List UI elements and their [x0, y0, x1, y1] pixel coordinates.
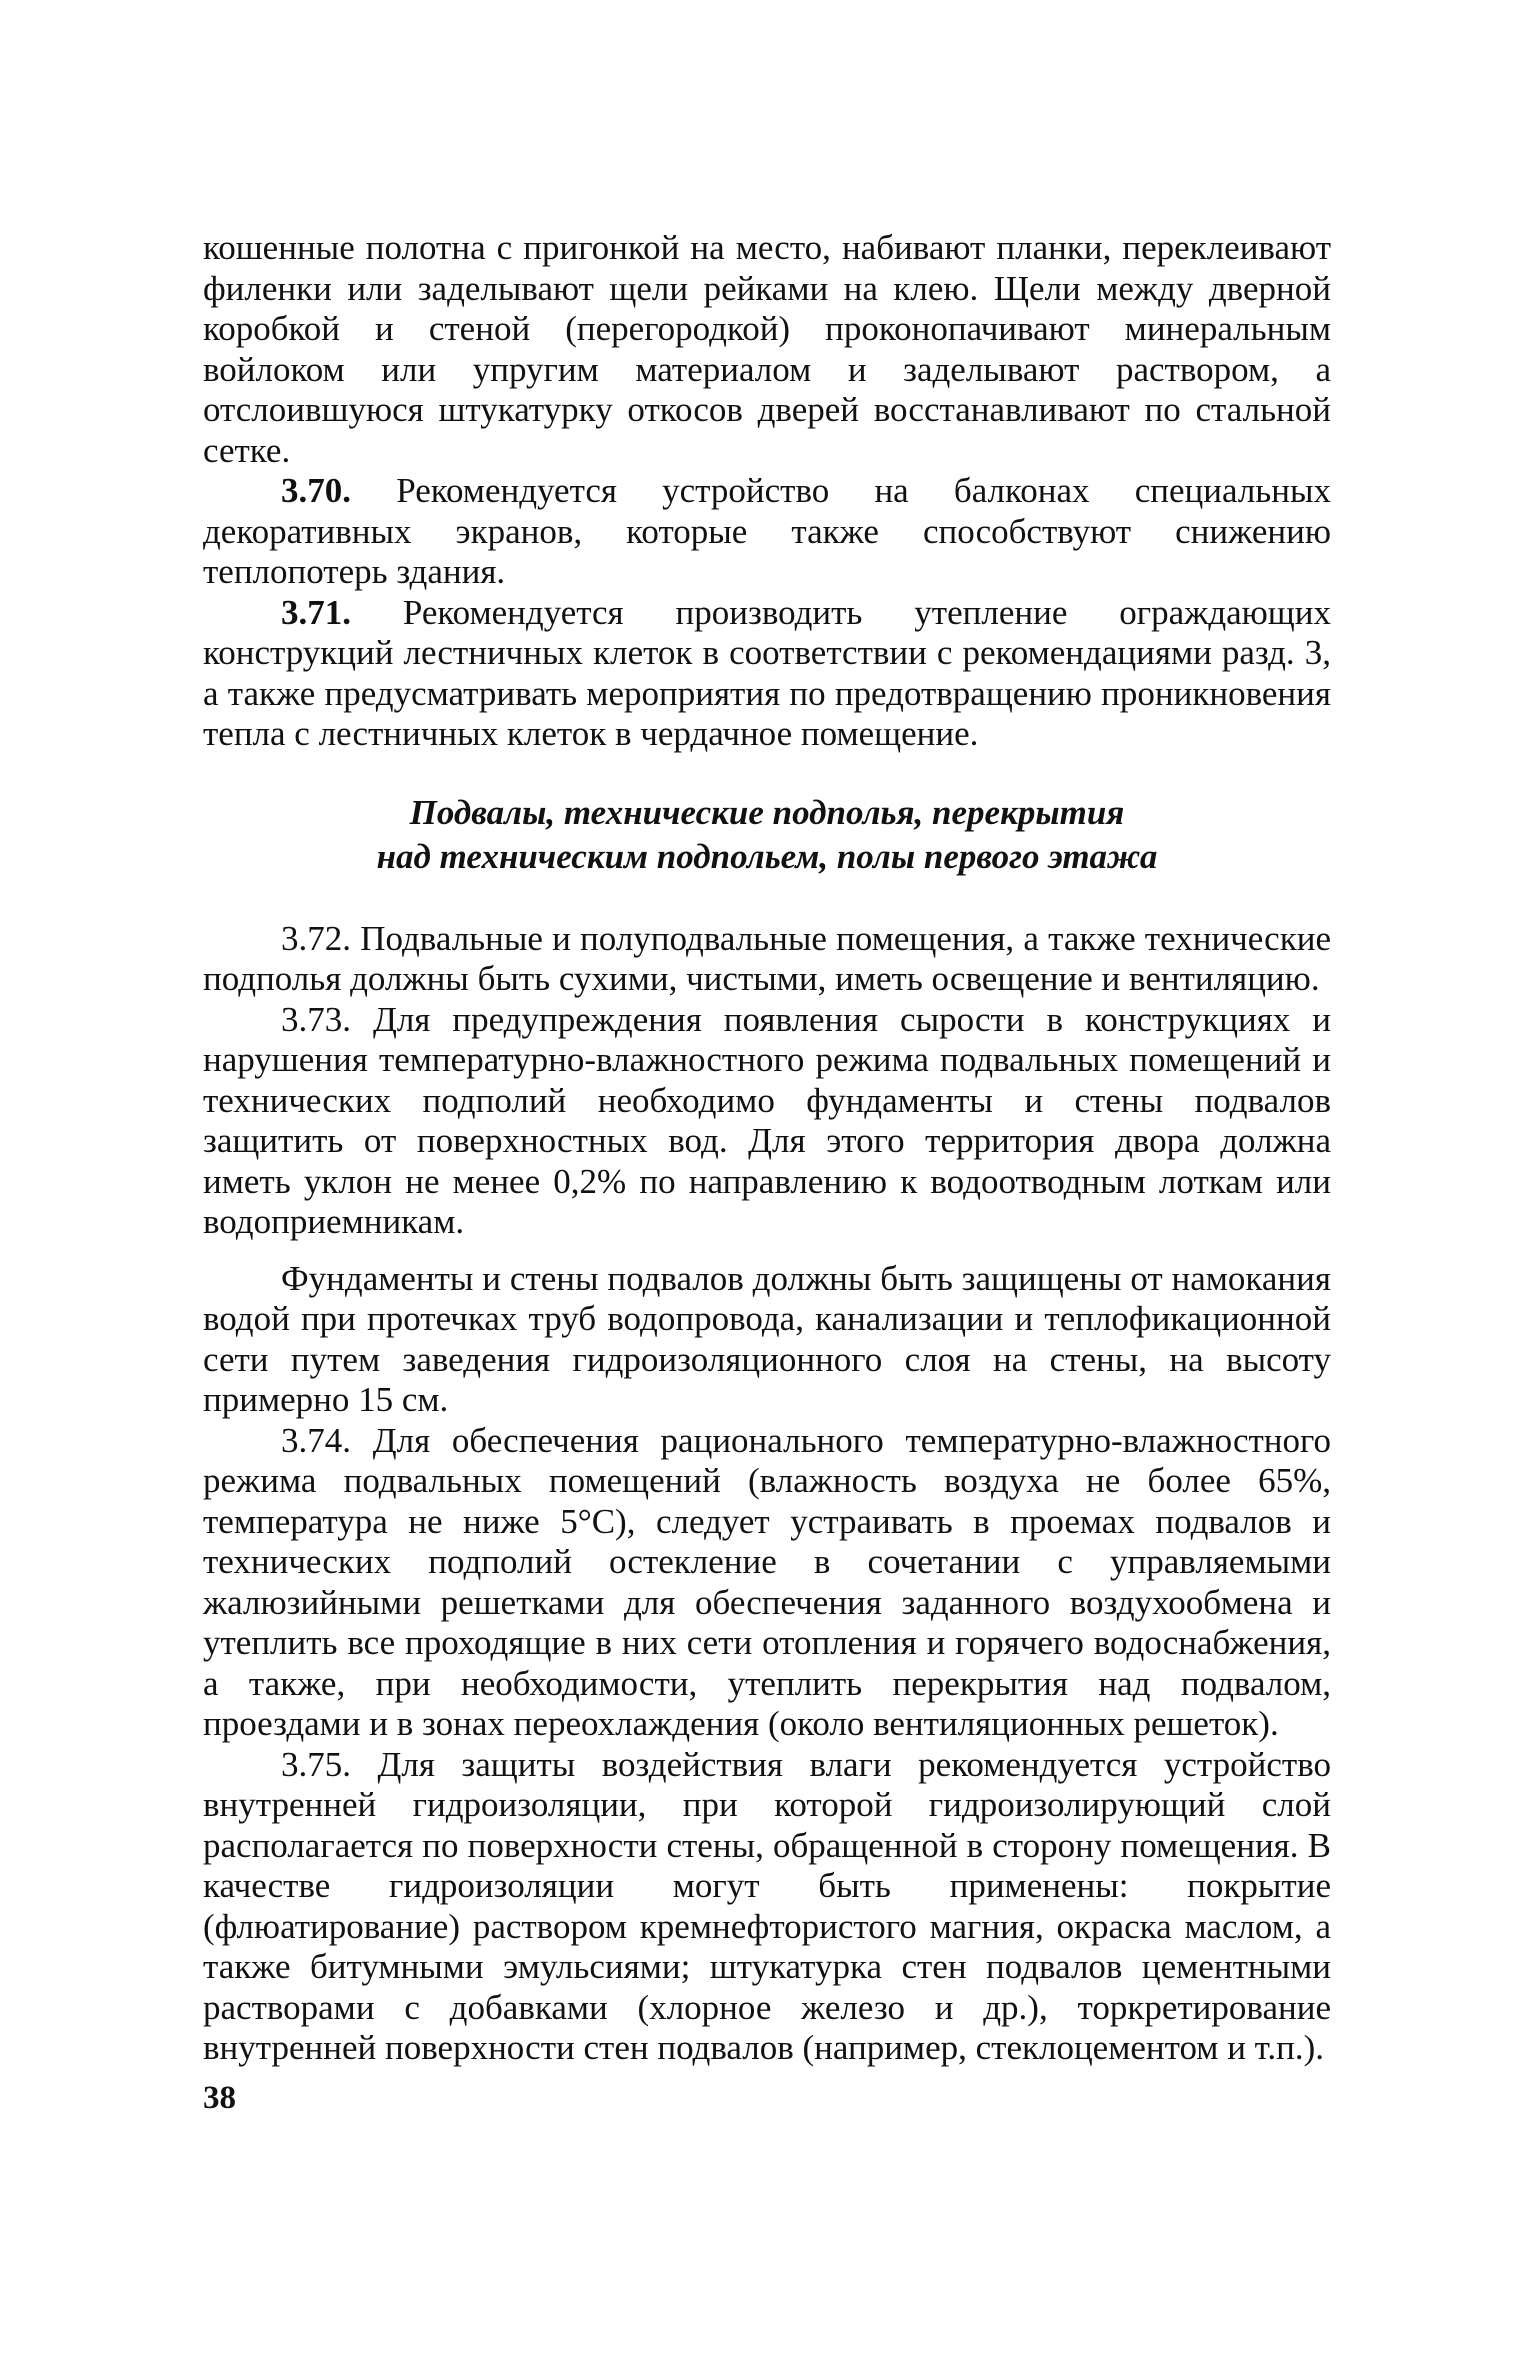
clause-number: 3.75.: [281, 1744, 351, 1784]
clause-number: 3.73.: [281, 999, 351, 1039]
paragraph-3-70: [203, 471, 1331, 593]
clause-text: Для обеспечения рационального температурно-влажностного режима подвальных помещений (влажность воздуха не более 65%, температура не ниже 5°С), следует устраивать в проемах подвалов и технических подполий остекление в сочетании с управляемыми жалюзийными решетками для обеспечения заданного воздухообмена и утеплить все проходящие в них сети отопления и горячего водоснабжения, а также, при необходимости, утеплить перекрытия над подвалом, проездами и в зонах переохлаждения (около вентиляционных решеток).: [203, 1420, 1331, 1743]
section-heading-line-2: над техническим подпольем, полы первого этажа: [376, 836, 1158, 876]
clause-text: Для предупреждения появления сырости в конструкциях и нарушения температурно-влажностного режима подвальных помещений и технических подполий необходимо фундаменты и стены подвалов защитить от поверхностных вод. Для этого территория двора должна иметь уклон не менее 0,2% по направлению к водоотводным лоткам или водоприемникам.: [203, 999, 1331, 1241]
clause-number: 3.71.: [281, 592, 351, 632]
paragraph-3-75: [203, 1745, 1331, 2069]
clause-text: Подвальные и полуподвальные помещения, а также технические подполья должны быть сухими, чистыми, иметь освещение и вентиляцию.: [203, 918, 1331, 998]
page-number: 38: [203, 2080, 236, 2116]
paragraph-3-71: [203, 593, 1331, 755]
section-heading-line-1: Подвалы, технические подполья, перекрытия: [409, 792, 1125, 832]
intro-paragraph: кошенные полотна с пригонкой на место, набивают планки, переклеивают филенки или заделывают щели рейками на клею. Щели между дверной коробкой и стеной (перегородкой) проконопачивают минеральным войлоком или упругим материалом и заделывают раствором, а отслоившуюся штукатурку откосов дверей восстанавливают по стальной сетке.: [203, 228, 1331, 470]
paragraph-3-73: [203, 1000, 1331, 1243]
clause-text: Рекомендуется устройство на балконах специальных декоративных экранов, которые также способствуют снижению теплопотерь здания.: [203, 471, 1331, 591]
clause-number: 3.70.: [281, 471, 351, 510]
paragraph-3-74: [203, 1421, 1331, 1745]
clause-text: Для защиты воздействия влаги рекомендуется устройство внутренней гидроизоляции, при которой гидроизолирующий слой располагается по поверхности стены, обращенной в сторону помещения. В качестве гидроизоляции могут быть применены: покрытие (флюатирование) раствором кремнефтористого магния, окраска маслом, а также битумными эмульсиями; штукатурка стен подвалов цементными растворами с добавками (хлорное железо и др.), торкретирование внутренней поверхности стен подвалов (например, стеклоцементом и т.п.).: [203, 1744, 1331, 2067]
clause-number: 3.74.: [281, 1420, 351, 1460]
clause-number: 3.72.: [281, 918, 351, 958]
clause-text: Рекомендуется производить утепление ограждающих конструкций лестничных клеток в соответствии с рекомендациями разд. 3, а также предусматривать мероприятия по предотвращению проникновения тепла с лестничных клеток в чердачное помещение.: [203, 592, 1331, 753]
paragraph-3-72: [203, 919, 1331, 1000]
paragraph-3-73-continued: Фундаменты и стены подвалов должны быть защищены от намокания водой при протечках труб водопровода, канализации и теплофикационной сети путем заведения гидроизоляционного слоя на стены, на высоту примерно 15 см.: [203, 1258, 1331, 1419]
body-text: [203, 228, 1331, 2069]
section-heading: [203, 791, 1331, 879]
